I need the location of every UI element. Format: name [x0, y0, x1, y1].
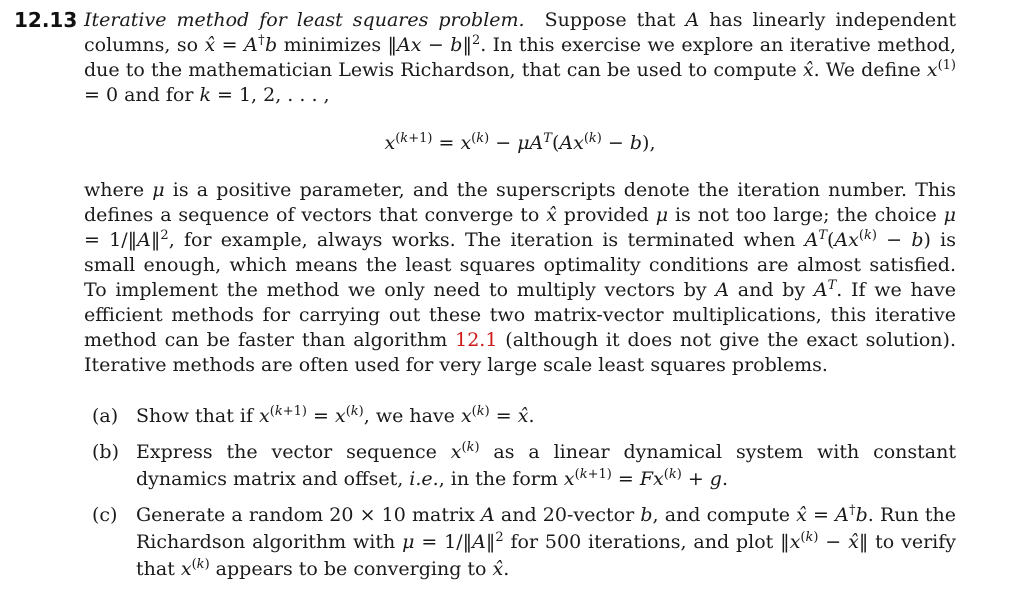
algorithm-reference-link[interactable]: 12.1	[455, 329, 498, 351]
part-label-a: (a)	[92, 405, 119, 427]
exercise-part-b: (b) Express the vector sequence $x^{(k)}$ as a linear dynamical system with constant dynamics matrix and offset, i.e., in the form $x^{(k+1)} = Fx^{(k)} + g$.	[92, 439, 956, 490]
exercise-part-a: (a) Show that if $x^{(k+1)} = x^{(k)}$, we have $x^{(k)}$ = x̂.	[92, 403, 956, 430]
exercise-body: where μ is a positive parameter, and the superscripts denote the iteration number. This defines a sequence of vectors that converge to x̂ provided μ is not too large; the choice μ = 1/‖A‖$^2$, for example, always works. The iteration is terminated when $A^T(Ax^{(k)} - b)$ is small enough, which means the least squares optimality conditions are almost satisfied. To implement the method we only need to multiply vectors by A and by $A^T$. If we have efficient methods for carrying out these two matrix-vector multiplications, this iterative method can be faster than algorithm 12.1 (although it does not give the exact solution). Iterative methods are often used for very large scale least squares problems.	[84, 179, 957, 376]
part-label-c: (c)	[92, 504, 118, 526]
exercise-intro: Iterative method for least squares problem. Suppose that A has linearly independent columns, so x̂ = A†b minimizes ‖Ax − b‖$^2$. In this exercise we explore an iterative method, due to the mathematician Lewis Richardson, that can be used to compute x̂. We define $x^{(1)} = 0$ and for k = 1, 2, . . . ,	[84, 9, 956, 106]
richardson-iteration-equation: $x^{(k+1)} = x^{(k)} - \mu A^T(Ax^{(k)} - b)$,	[384, 130, 656, 154]
exercise-part-c: (c) Generate a random 20 × 10 matrix A and 20-vector b, and compute x̂ = A†b. Run the Richardson algorithm with μ = 1/‖A‖$^2$ for 500 iterations, and plot $‖x^{(k)}$ − x̂‖ to verify that $x^{(k)}$ appears to be converging to x̂.	[92, 502, 957, 580]
exercise-parts	[92, 403, 956, 592]
exercise-title: Iterative method for least squares problem.	[84, 9, 525, 31]
part-label-b: (b)	[92, 441, 119, 463]
exercise-number: 12.13	[14, 8, 78, 32]
